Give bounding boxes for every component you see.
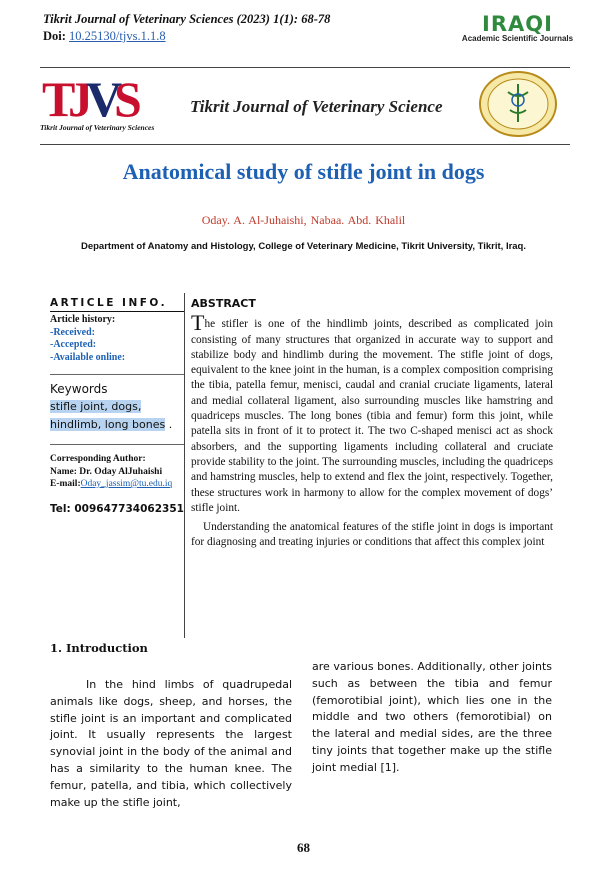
- abstract-heading: ABSTRACT: [191, 297, 256, 310]
- introduction-left-column: In the hind limbs of quadrupedal animals like dogs, sheep, and horses, the stifle joint is an important and complicated joint. It usually represents the largest synovial joint in the body of the animal and has a similarity to the human knee. The femur, patella, and tibia, which collectively make up the stifle joint,: [50, 678, 292, 809]
- article-info-column: [50, 297, 184, 515]
- abstract-dropcap: T: [191, 310, 205, 336]
- introduction-heading: 1. Introduction: [50, 641, 148, 655]
- keywords-list: [50, 398, 184, 434]
- corresponding-author-name: Name: Dr. Oday AlJuhaishi: [50, 466, 163, 477]
- article-info-heading: ARTICLE INFO.: [50, 297, 184, 312]
- abstract-paragraph-1: [191, 310, 553, 516]
- doi-line: [43, 29, 166, 44]
- abstract-paragraph-1-text: he stifler is one of the hindlimb joints, described as complicated join consisting of many structures that organized in accurate way to support and stabilize body and hindlimb during the movement. The stifle joint of dogs, equivalent to the knee joint in the human, is a complex composition comprising the tibia, patella femur, menisci, caudal and cranial cruciate ligaments, lateral and medial collateral ligament, also surrounding muscles like hamstring and quadriceps muscles. The long bones (tibia and femur) form this joint, while patella sits in front of it to protect it. The two C-shaped menisci act as shock absorbers, and the supporting ligaments including collateral and cruciate provide stability to the joint. The surrounding muscles, including the quadriceps and hamstring muscles, help to extend and flex the joint, respectively. Together, these structures work in harmony to allow for the complex movement of dogs’ stifle joint.: [191, 318, 553, 514]
- corresponding-author-tel: Tel: 009647734062351: [50, 502, 184, 515]
- svg-text:J: J: [68, 71, 93, 126]
- available-online-date: -Available online:: [50, 351, 126, 363]
- abstract-paragraph-2: Understanding the anatomical features of the stifle joint in dogs is important for diagnosing and treating injuries or conditions that affect this complex joint: [191, 521, 553, 549]
- journal-header-title: Tikrit Journal of Veterinary Science: [190, 97, 443, 116]
- received-date: -Received:: [50, 326, 95, 338]
- tjvs-logo-graphic: [40, 70, 140, 126]
- tjvs-logo-caption: Tikrit Journal of Veterinary Sciences: [40, 123, 155, 132]
- abstract-section: [191, 296, 553, 551]
- email-link[interactable]: Oday_jassim@tu.edu.iq: [80, 479, 173, 489]
- university-seal: [478, 70, 558, 138]
- doi-link[interactable]: 10.25130/tjvs.1.1.8: [69, 29, 166, 43]
- keywords-line-2: hindlimb, long bones: [50, 418, 166, 431]
- article-history: [50, 314, 184, 364]
- divider: [50, 444, 184, 445]
- paper-title: Anatomical study of stifle joint in dogs: [122, 159, 485, 184]
- page-number: 68: [297, 840, 310, 855]
- svg-text:T: T: [42, 71, 76, 126]
- email-label: E-mail:: [50, 479, 81, 489]
- iraqi-logo-subtitle: Academic Scientific Journals: [461, 34, 574, 43]
- keywords-line-1: stifle joint, dogs,: [50, 400, 142, 413]
- svg-text:V: V: [86, 71, 123, 126]
- introduction-right-column: are various bones. Additionally, other joints such as between the tibia and femur (femorotibial joint), which lies one in the middle and two others (femorotibial) on the lateral and medial sides, are the three tiny joints that together make up the stifle joint medial [1].: [312, 660, 552, 774]
- corresponding-author-label: Corresponding Author:: [50, 454, 146, 464]
- svg-text:S: S: [114, 71, 140, 126]
- keywords-heading: Keywords: [50, 382, 108, 396]
- paper-authors: Oday. A. Al-Juhaishi, Nabaa. Abd. Khalil: [201, 213, 406, 227]
- article-history-label: Article history:: [50, 314, 116, 325]
- column-divider: [184, 293, 185, 638]
- divider: [50, 374, 184, 375]
- accepted-date: -Accepted:: [50, 339, 97, 350]
- keywords-end: .: [165, 418, 173, 431]
- iraqi-logo-word: IRAQI: [482, 12, 553, 36]
- doi-label: Doi:: [43, 29, 66, 43]
- iraqi-journals-logo: [455, 14, 580, 48]
- journal-reference: Tikrit Journal of Veterinary Sciences (2023) 1(1): 68-78: [43, 12, 331, 26]
- author-affiliation: Department of Anatomy and Histology, College of Veterinary Medicine, Tikrit University, Tikrit, Iraq.: [80, 241, 526, 252]
- corresponding-author: [50, 453, 184, 491]
- corresponding-author-email: [50, 478, 184, 491]
- university-seal-graphic: [478, 70, 558, 138]
